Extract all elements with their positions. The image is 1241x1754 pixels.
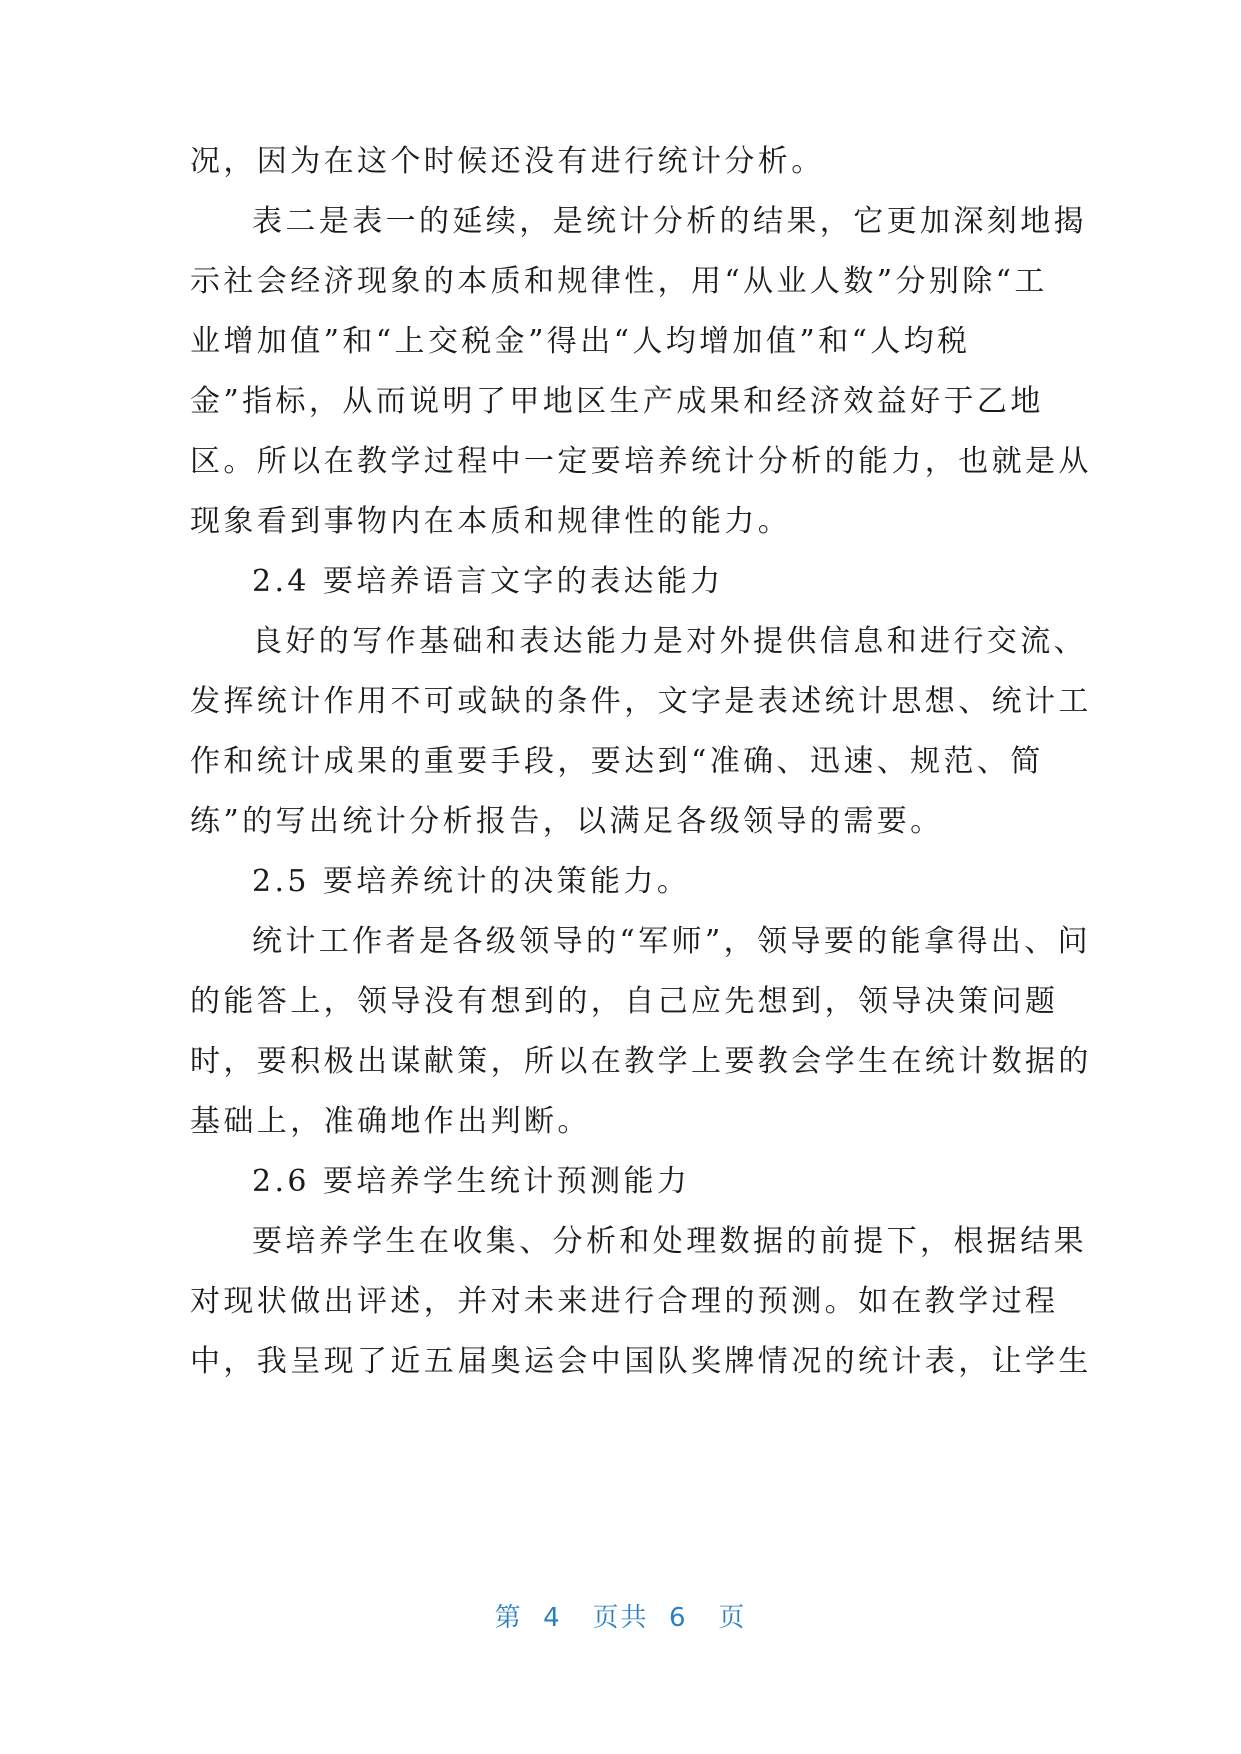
paragraph-first-line: 表二是表一的延续，是统计分析的结果，它更加深刻地揭 — [252, 204, 1087, 239]
text-line: 况，因为在这个时候还没有进行统计分析。 — [190, 144, 825, 179]
paragraph-first-line: 良好的写作基础和表达能力是对外提供信息和进行交流、 — [252, 624, 1087, 659]
paragraph-first-line: 要培养学生在收集、分析和处理数据的前提下，根据结果 — [252, 1224, 1087, 1259]
text-line: 作和统计成果的重要手段，要达到“准确、迅速、规范、简 — [190, 744, 1044, 779]
text-line: 金”指标，从而说明了甲地区生产成果和经济效益好于乙地 — [190, 384, 1044, 419]
text-line: 现象看到事物内在本质和规律性的能力。 — [190, 504, 792, 539]
text-line: 练”的写出统计分析报告，以满足各级领导的需要。 — [190, 804, 944, 839]
text-line: 业增加值”和“上交税金”得出“人均增加值”和“人均税 — [190, 324, 971, 359]
section-heading-2-4: 2.4 要培养语言文字的表达能力 — [252, 564, 724, 599]
text-line: 对现状做出评述，并对未来进行合理的预测。如在教学过程 — [190, 1284, 1059, 1319]
text-line: 区。所以在教学过程中一定要培养统计分析的能力，也就是从 — [190, 444, 1092, 479]
text-line: 的能答上，领导没有想到的，自己应先想到，领导决策问题 — [190, 984, 1059, 1019]
text-line: 基础上，准确地作出判断。 — [190, 1104, 591, 1139]
page-number-footer: 第 4 页共 6 页 — [494, 1603, 747, 1633]
paragraph-first-line: 统计工作者是各级领导的“军师”，领导要的能拿得出、问 — [252, 924, 1092, 959]
section-heading-2-5: 2.5 要培养统计的决策能力。 — [252, 864, 691, 899]
section-heading-2-6: 2.6 要培养学生统计预测能力 — [252, 1164, 691, 1199]
text-line: 示社会经济现象的本质和规律性，用“从业人数”分别除“工 — [190, 264, 1048, 299]
text-line: 发挥统计作用不可或缺的条件，文字是表述统计思想、统计工 — [190, 684, 1092, 719]
text-line: 时，要积极出谋献策，所以在教学上要教会学生在统计数据的 — [190, 1044, 1092, 1079]
text-line: 中，我呈现了近五届奥运会中国队奖牌情况的统计表，让学生 — [190, 1344, 1092, 1379]
